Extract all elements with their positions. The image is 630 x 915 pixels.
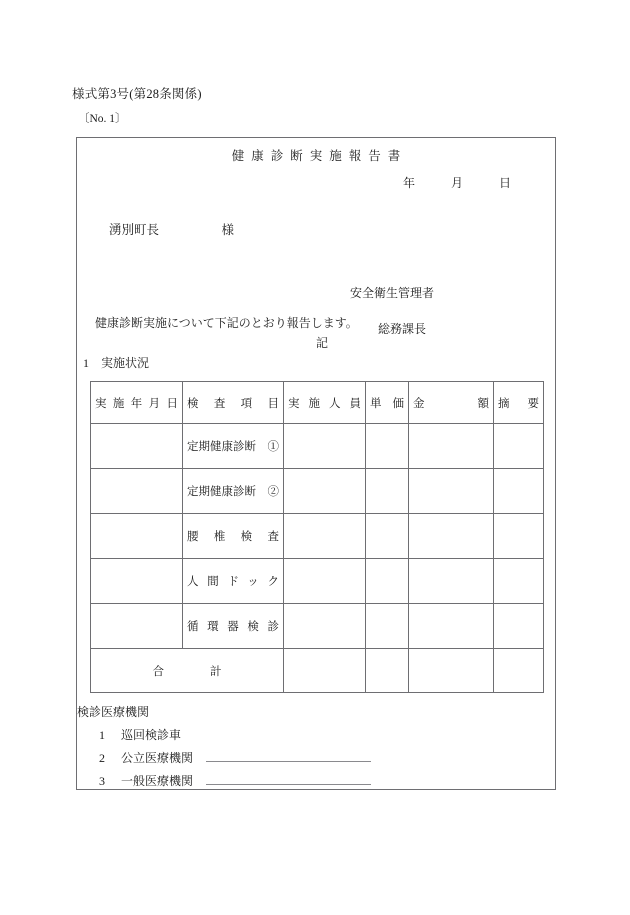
cell-total-people[interactable] <box>284 649 366 693</box>
cell-date[interactable] <box>91 424 183 469</box>
facility-section-heading: 検診医療機関 <box>77 705 150 719</box>
facility-name: 巡回検診車 <box>121 728 182 742</box>
facility-blank-line[interactable] <box>206 750 371 762</box>
reporter-title: 安全衛生管理者 <box>350 286 435 300</box>
cell-note[interactable] <box>494 469 544 514</box>
cell-amount[interactable] <box>409 604 494 649</box>
cell-note[interactable] <box>494 514 544 559</box>
cell-date[interactable] <box>91 469 183 514</box>
cell-date[interactable] <box>91 604 183 649</box>
cell-people[interactable] <box>284 469 366 514</box>
report-statement: 健康診断実施について下記のとおり報告します。 <box>95 316 358 330</box>
cell-total-amount[interactable] <box>409 649 494 693</box>
cell-total-label: 合 計 <box>91 649 284 693</box>
health-checkup-table <box>90 381 544 693</box>
header-cell-amount: 金額 <box>409 382 494 424</box>
header-cell-date: 実施年月日 <box>91 382 183 424</box>
cell-note[interactable] <box>494 604 544 649</box>
cell-unit-price[interactable] <box>366 469 409 514</box>
table-row <box>91 514 544 559</box>
table-row <box>91 604 544 649</box>
table-row <box>91 469 544 514</box>
cell-unit-price[interactable] <box>366 424 409 469</box>
cell-date[interactable] <box>91 514 183 559</box>
facility-number: 2 <box>99 751 105 765</box>
cell-item: 定期健康診断 ② <box>183 469 284 514</box>
facility-name: 公立医療機関 <box>121 751 194 765</box>
cell-people[interactable] <box>284 424 366 469</box>
cell-unit-price[interactable] <box>366 514 409 559</box>
header-cell-note: 摘要 <box>494 382 544 424</box>
page-title: 健康診断実施報告書 <box>231 149 408 163</box>
header-cell-item: 検査項目 <box>183 382 284 424</box>
cell-item: 定期健康診断 ① <box>183 424 284 469</box>
facility-number: 1 <box>99 728 105 742</box>
cell-note[interactable] <box>494 424 544 469</box>
facility-number: 3 <box>99 774 105 788</box>
cell-people[interactable] <box>284 559 366 604</box>
list-item <box>99 726 371 749</box>
form-code-label: 様式第3号(第28条関係) <box>72 87 202 101</box>
section-heading-implementation: 1 実施状況 <box>83 356 150 370</box>
facility-name: 一般医療機関 <box>121 774 194 788</box>
table-row <box>91 559 544 604</box>
cell-item: 人間ドック <box>183 559 284 604</box>
header-cell-people: 実施人員 <box>284 382 366 424</box>
list-item <box>99 772 371 795</box>
cell-unit-price[interactable] <box>366 559 409 604</box>
facility-list <box>99 726 371 795</box>
form-frame <box>76 137 556 790</box>
cell-total-note[interactable] <box>494 649 544 693</box>
cell-amount[interactable] <box>409 469 494 514</box>
ki-mark: 記 <box>315 336 328 350</box>
cell-note[interactable] <box>494 559 544 604</box>
list-item <box>99 749 371 772</box>
cell-total-unit-price[interactable] <box>366 649 409 693</box>
date-field-line: 年 月 日 <box>402 176 511 190</box>
cell-amount[interactable] <box>409 424 494 469</box>
cell-amount[interactable] <box>409 514 494 559</box>
addressee-line: 湧別町長 様 <box>109 223 235 237</box>
table-row <box>91 424 544 469</box>
sheet-number-label: 〔No. 1〕 <box>78 113 127 125</box>
reporter-position: 総務課長 <box>378 322 427 336</box>
cell-item: 腰椎検査 <box>183 514 284 559</box>
cell-date[interactable] <box>91 559 183 604</box>
cell-amount[interactable] <box>409 559 494 604</box>
table-header-row <box>91 382 544 424</box>
facility-blank-line[interactable] <box>206 773 371 785</box>
table-total-row <box>91 649 544 693</box>
cell-unit-price[interactable] <box>366 604 409 649</box>
header-cell-unit-price: 単価 <box>366 382 409 424</box>
cell-item: 循環器検診 <box>183 604 284 649</box>
cell-people[interactable] <box>284 514 366 559</box>
cell-people[interactable] <box>284 604 366 649</box>
